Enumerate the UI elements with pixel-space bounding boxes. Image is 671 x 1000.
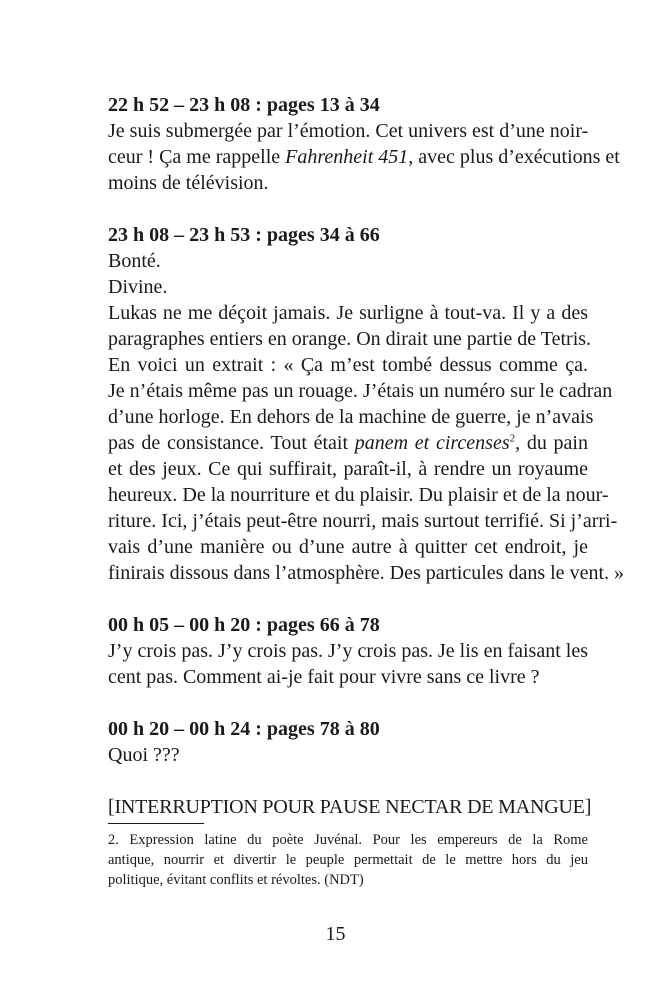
text-line: finirais dissous dans l’atmosphère. Des particules dans le vent. » (108, 562, 624, 584)
footnote-line: 2. Expression latine du poète Juvénal. Pour les empereurs de la Rome (108, 832, 588, 848)
diary-entry (108, 222, 624, 586)
text-line: Divine. (108, 276, 168, 298)
text-line: Bonté. (108, 250, 161, 272)
diary-entry (108, 92, 620, 196)
text-fragment: , avec plus d’exécutions et (408, 146, 620, 168)
text-line: En voici un extrait : « Ça m’est tombé dessus comme ça. (108, 354, 588, 376)
text-line (108, 144, 620, 170)
entry-heading: 00 h 05 – 00 h 20 : pages 66 à 78 (108, 614, 380, 636)
interruption-note: [INTERRUPTION POUR PAUSE NECTAR DE MANGUE] (108, 796, 592, 818)
text-line: d’une horloge. En dehors de la machine de guerre, je n’avais (108, 406, 594, 428)
text-line: cent pas. Comment ai-je fait pour vivre sans ce livre ? (108, 666, 540, 688)
footnote-marker: 2 (509, 432, 516, 445)
text-fragment: ceur ! Ça me rappelle (108, 146, 286, 168)
text-fragment: pas de consistance. Tout était (108, 432, 355, 454)
text-line: J’y crois pas. J’y crois pas. J’y crois pas. Je lis en faisant les (108, 640, 588, 662)
text-line: vais d’une manière ou d’une autre à quitter cet endroit, je (108, 536, 588, 558)
text-line: paragraphes entiers en orange. On dirait une partie de Tetris. (108, 328, 592, 350)
book-title: Fahrenheit 451 (285, 146, 409, 168)
page-number: 15 (325, 923, 346, 945)
page-body (108, 92, 624, 820)
text-line: Quoi ??? (108, 744, 180, 766)
text-fragment: , du pain (515, 432, 588, 454)
entry-heading: 00 h 20 – 00 h 24 : pages 78 à 80 (108, 718, 380, 740)
entry-heading: 22 h 52 – 23 h 08 : pages 13 à 34 (108, 94, 380, 116)
text-line: moins de télévision. (108, 172, 269, 194)
text-line (108, 430, 588, 456)
latin-phrase: panem et circenses (354, 432, 510, 454)
text-line: Je n’étais même pas un rouage. J’étais un numéro sur le cadran (108, 380, 613, 402)
footnote-divider (108, 823, 204, 824)
diary-entry (108, 716, 588, 768)
diary-entry (108, 612, 588, 690)
footnote-line: politique, évitant conflits et révoltes. (NDT) (108, 872, 364, 888)
text-line: et des jeux. Ce qui suffirait, paraît-il, à rendre un royaume (108, 458, 588, 480)
text-line: Je suis submergée par l’émotion. Cet univers est d’une noir- (108, 120, 589, 142)
entry-heading: 23 h 08 – 23 h 53 : pages 34 à 66 (108, 224, 380, 246)
text-line: riture. Ici, j’étais peut-être nourri, mais surtout terrifié. Si j’arri- (108, 510, 618, 532)
text-line: heureux. De la nourriture et du plaisir. Du plaisir et de la nour- (108, 484, 609, 506)
text-line: Lukas ne me déçoit jamais. Je surligne à tout-va. Il y a des (108, 302, 588, 324)
footnote-line: antique, nourrir et divertir le peuple permettait de le mettre hors du jeu (108, 852, 588, 868)
footnote (108, 830, 588, 890)
